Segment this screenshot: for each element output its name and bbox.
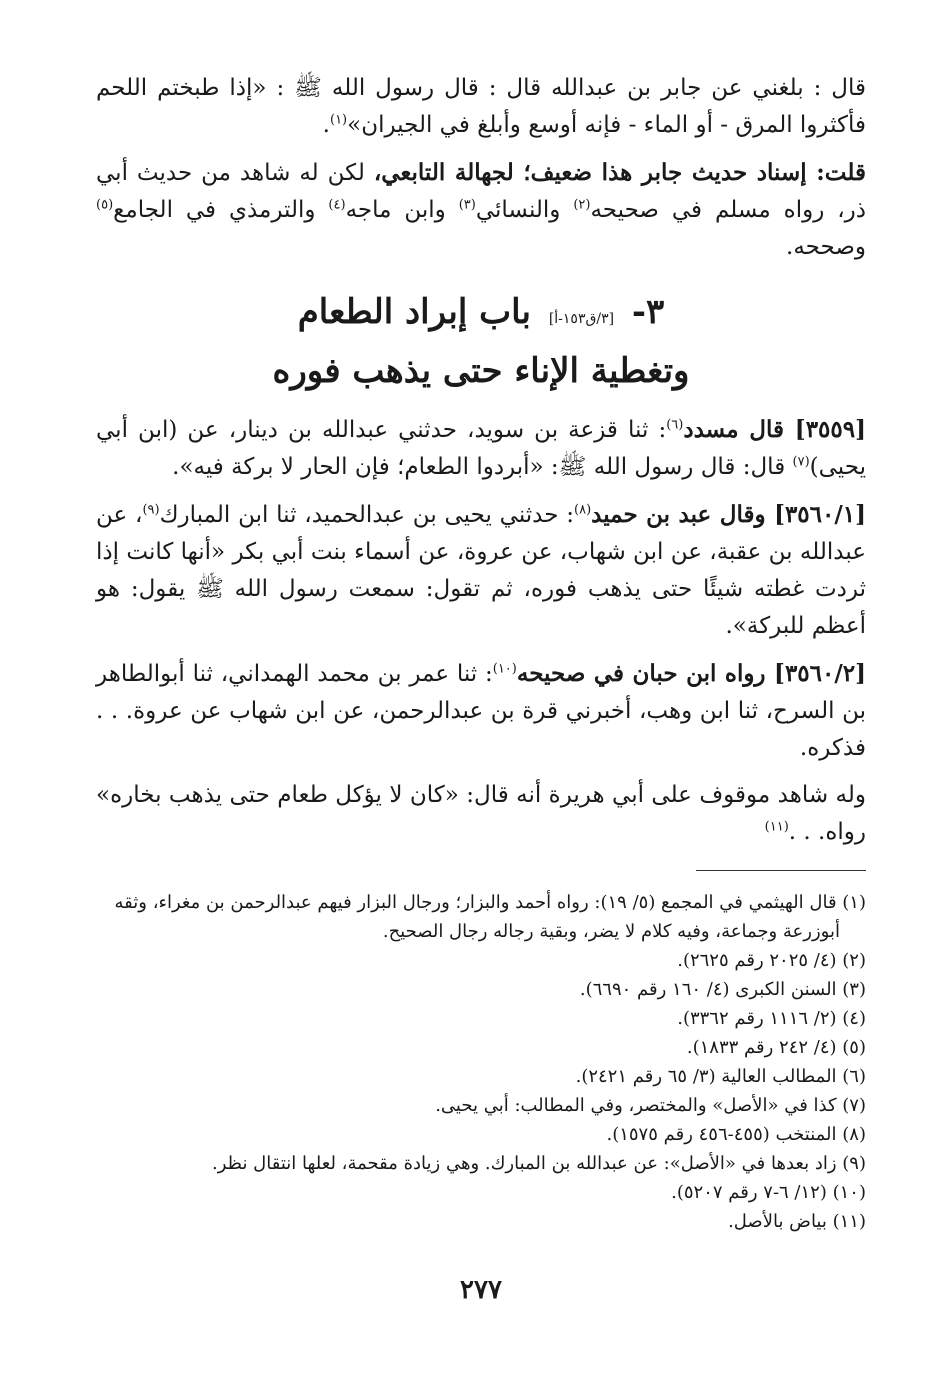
hadith-3560-2 bbox=[96, 655, 866, 767]
qultu-text-2: والنسائي bbox=[475, 197, 574, 223]
shahid-text: وله شاهد موقوف على أبي هريرة أنه قال: «كان لا يؤكل طعام حتى يذهب بخاره» رواه. . . bbox=[96, 782, 866, 845]
footnote-ref-2: (٢) bbox=[573, 197, 591, 213]
chapter-number: ٣- bbox=[631, 292, 665, 332]
footnote-ref-6: (٦) bbox=[666, 417, 684, 433]
page-number: ٢٧٧ bbox=[460, 1275, 502, 1305]
footnote-separator bbox=[696, 870, 866, 871]
hadith-3560-1 bbox=[96, 496, 866, 645]
footnote-ref-11: (١١) bbox=[764, 819, 789, 835]
footnote-ref-8: (٨) bbox=[574, 502, 592, 518]
intro-end: . bbox=[322, 112, 330, 138]
intro-paragraph bbox=[96, 70, 866, 144]
footnote-ref-9: (٩) bbox=[142, 502, 160, 518]
footnote-ref-5: (٥) bbox=[96, 197, 114, 213]
chapter-title: باب إبراد الطعام bbox=[297, 292, 531, 332]
footnote-4: (٤) (٢/ ١١١٦ رقم ٣٣٦٢). bbox=[677, 1008, 866, 1029]
footnote-ref-4: (٤) bbox=[328, 197, 346, 213]
manuscript-ref: [٣/ق١٥٣-أ] bbox=[548, 311, 615, 327]
footnote-9: (٩) زاد بعدها في «الأصل»: عن عبدالله بن المبارك. وهي زيادة مقحمة، لعلها انتقال نظر. bbox=[212, 1153, 866, 1174]
hadith-3559-text-1: : ثنا قزعة بن سويد، حدثني عبدالله بن دينار، عن (ابن أبي يحيى) bbox=[96, 417, 866, 480]
hadith-3560-2-lead: [٣٥٦٠/٢] رواه ابن حبان في صحيحه bbox=[516, 660, 866, 687]
hadith-3559 bbox=[96, 411, 866, 486]
hadith-3560-1-text-1: : حدثني يحيى بن عبدالحميد، ثنا ابن المبارك bbox=[159, 502, 574, 528]
footnote-5: (٥) (٤/ ٢٤٢ رقم ١٨٣٣). bbox=[686, 1037, 866, 1058]
chapter-heading bbox=[96, 286, 866, 397]
qultu-text-1: لكن له شاهد من حديث أبي ذر، رواه مسلم في صحيحه bbox=[96, 160, 866, 223]
shahid-paragraph bbox=[96, 777, 866, 851]
footnote-10: (١٠) (١٢/ ٦-٧ رقم ٥٢٠٧). bbox=[671, 1182, 866, 1203]
footnotes bbox=[96, 888, 866, 1236]
hadith-3560-1-text-2: ، عن عبدالله بن عقبة، عن ابن شهاب، عن عروة، عن أسماء بنت أبي بكر «أنها كانت إذا ثردت غطته شيئًا حتى يذهب فوره، ثم تقول: سمعت رسول الله ﷺ يقول: هو أعظم للبركة». bbox=[96, 502, 866, 639]
footnote-2: (٢) (٤/ ٢٠٢٥ رقم ٢٦٢٥). bbox=[677, 950, 866, 971]
footnote-ref-1: (١) bbox=[329, 112, 348, 128]
footnote-ref-3: (٣) bbox=[458, 197, 476, 213]
footnote-1: (١) قال الهيثمي في المجمع (٥/ ١٩): رواه أحمد والبزار؛ ورجال البزار فيهم عبدالرحمن بن مغراء، وثقه bbox=[114, 892, 866, 913]
footnote-3: (٣) السنن الكبرى (٤/ ١٦٠ رقم ٦٦٩٠). bbox=[579, 979, 866, 1000]
footnote-7: (٧) كذا في «الأصل» والمختصر، وفي المطالب: أبي يحيى. bbox=[435, 1095, 866, 1116]
hadith-3559-lead: [٣٥٥٩] قال مسدد bbox=[683, 416, 866, 443]
hadith-3560-1-lead: [٣٥٦٠/١] وقال عبد بن حميد bbox=[591, 501, 867, 528]
book-page bbox=[96, 70, 866, 1383]
qultu-text-3: وابن ماجه bbox=[345, 197, 459, 223]
qultu-paragraph bbox=[96, 154, 866, 266]
qultu-lead: قلت: إسناد حديث جابر هذا ضعيف؛ لجهالة التابعي، bbox=[373, 159, 866, 186]
chapter-heading-line-2: وتغطية الإناء حتى يذهب فوره bbox=[272, 351, 690, 391]
footnote-ref-7: (٧) bbox=[792, 454, 810, 470]
hadith-3559-text-2: قال: قال رسول الله ﷺ: «أبردوا الطعام؛ فإن الحار لا بركة فيه». bbox=[172, 454, 793, 480]
footnote-8: (٨) المنتخب (٤٥٥-٤٥٦ رقم ١٥٧٥). bbox=[606, 1124, 866, 1145]
footnote-11: (١١) بياض بالأصل. bbox=[728, 1211, 866, 1232]
qultu-text-4: والترمذي في الجامع bbox=[113, 197, 329, 223]
chapter-heading-line-1 bbox=[96, 286, 866, 345]
footnote-6: (٦) المطالب العالية (٣/ ٦٥ رقم ٢٤٢١). bbox=[575, 1066, 866, 1087]
hadith-3560-2-text: : ثنا عمر بن محمد الهمداني، ثنا أبوالطاهر بن السرح، ثنا ابن وهب، أخبرني قرة بن عبدالرحمن، عن ابن شهاب عن عروة. . . فذكره. bbox=[96, 661, 866, 761]
footnote-1-continued: أبوزرعة وجماعة، وفيه كلام لا يضر، وبقية رجاله رجال الصحيح. bbox=[382, 921, 840, 942]
footnote-ref-10: (١٠) bbox=[492, 661, 517, 677]
intro-text: قال : بلغني عن جابر بن عبدالله قال : قال رسول الله ﷺ : «إذا طبختم اللحم فأكثروا المرق - أو الماء - فإنه أوسع وأبلغ في الجيران» bbox=[96, 75, 866, 138]
qultu-text-5: وصححه. bbox=[786, 234, 866, 260]
